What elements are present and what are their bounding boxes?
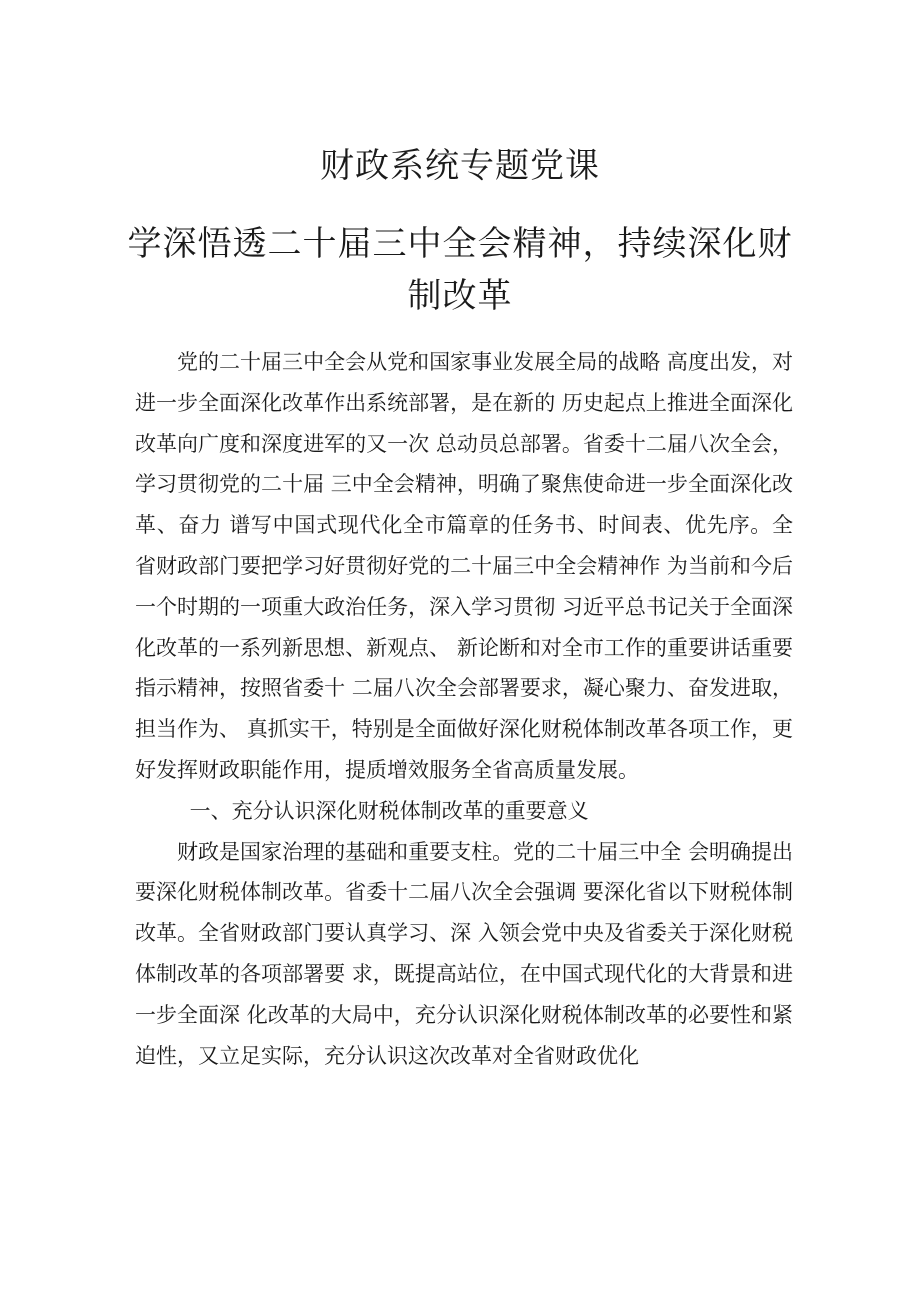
intro-paragraph: 党的二十届三中全会从党和国家事业发展全局的战略 高度出发，对进一步全面深化改革作出系统部署，是在新的 历史起点上推进全面深化改革向广度和深度进军的又一次 总动员总部署。省委十二届八次全会，学习贯彻党的二十届 三中全会精神，明确了聚焦使命进一步全面深化改革、奋力 谱写中国式现代化全市篇章的任务书、时间表、优先序。全 省财政部门要把学习好贯彻好党的二十届三中全会精神作 为当前和今后一个时期的一项重大政治任务，深入学习贯彻 习近平总书记关于全面深化改革的一系列新思想、新观点、 新论断和对全市工作的重要讲话重要指示精神，按照省委十 二届八次全会部署要求，凝心聚力、奋发进取，担当作为、 真抓实干，特别是全面做好深化财税体制改革各项工作，更 好发挥财政职能作用，提质增效服务全省高质量发展。: [135, 350, 793, 782]
document-title: 财政系统专题党课: [320, 146, 600, 186]
document-body: [135, 342, 793, 1076]
section-heading: 一、充分认识深化财税体制改革的重要意义: [189, 798, 589, 823]
document-subtitle: 学深悟透二十届三中全会精神，持续深化财制改革: [127, 224, 793, 316]
section-paragraph: 财政是国家治理的基础和重要支柱。党的二十届三中全 会明确提出要深化财税体制改革。省委十二届八次全会强调 要深化省以下财税体制改革。全省财政部门要认真学习、深 入领会党中央及省委关于深化财税体制改革的各项部署要 求，既提高站位，在中国式现代化的大背景和进一步全面深 化改革的大局中，充分认识深化财税体制改革的必要性和紧 迫性，又立足实际，充分认识这次改革对全省财政优化: [135, 839, 793, 1068]
